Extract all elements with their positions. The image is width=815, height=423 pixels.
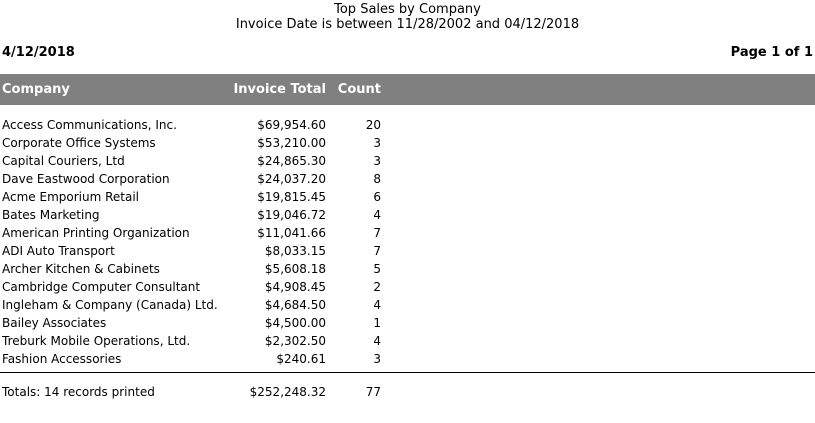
company-cell: Corporate Office Systems <box>2 136 156 150</box>
company-cell: American Printing Organization <box>2 226 190 240</box>
table-row <box>0 224 815 242</box>
run-date: 4/12/2018 <box>2 45 75 60</box>
column-header-bar <box>0 74 815 105</box>
count-cell: 20 <box>365 118 381 132</box>
company-cell: Dave Eastwood Corporation <box>2 172 170 186</box>
table-row <box>0 116 815 134</box>
table-row <box>0 134 815 152</box>
company-cell: Bates Marketing <box>2 208 100 222</box>
report-rows <box>0 116 815 368</box>
report-subtitle: Invoice Date is between 11/28/2002 and 04/12/2018 <box>235 17 580 32</box>
invoice-total-cell: $53,210.00 <box>257 136 326 150</box>
count-cell: 3 <box>373 352 381 366</box>
table-row <box>0 152 815 170</box>
company-cell: Bailey Associates <box>2 316 107 330</box>
count-cell: 2 <box>373 280 381 294</box>
table-row <box>0 242 815 260</box>
company-cell: Capital Couriers, Ltd <box>2 154 125 168</box>
company-cell: Fashion Accessories <box>2 352 122 366</box>
invoice-total-cell: $69,954.60 <box>257 118 326 132</box>
company-cell: Access Communications, Inc. <box>2 118 177 132</box>
table-row <box>0 332 815 350</box>
column-header-count: Count <box>337 82 381 97</box>
totals-count: 77 <box>365 385 381 399</box>
company-cell: Archer Kitchen & Cabinets <box>2 262 160 276</box>
invoice-total-cell: $5,608.18 <box>264 262 326 276</box>
invoice-total-cell: $2,302.50 <box>264 334 326 348</box>
invoice-total-cell: $24,865.30 <box>257 154 326 168</box>
company-cell: Treburk Mobile Operations, Ltd. <box>2 334 191 348</box>
count-cell: 4 <box>373 298 381 312</box>
table-row <box>0 170 815 188</box>
table-row <box>0 350 815 368</box>
report-title: Top Sales by Company <box>334 2 481 17</box>
invoice-total-cell: $4,684.50 <box>264 298 326 312</box>
count-cell: 4 <box>373 208 381 222</box>
invoice-total-cell: $4,908.45 <box>264 280 326 294</box>
table-row <box>0 296 815 314</box>
count-cell: 4 <box>373 334 381 348</box>
company-cell: Ingleham & Company (Canada) Ltd. <box>2 298 218 312</box>
table-row <box>0 188 815 206</box>
table-row <box>0 260 815 278</box>
count-cell: 3 <box>373 154 381 168</box>
invoice-total-cell: $240.61 <box>276 352 326 366</box>
table-row <box>0 206 815 224</box>
invoice-total-cell: $11,041.66 <box>257 226 326 240</box>
count-cell: 8 <box>373 172 381 186</box>
invoice-total-cell: $8,033.15 <box>264 244 326 258</box>
count-cell: 1 <box>373 316 381 330</box>
invoice-total-cell: $19,046.72 <box>257 208 326 222</box>
invoice-total-cell: $24,037.20 <box>257 172 326 186</box>
company-cell: ADI Auto Transport <box>2 244 115 258</box>
invoice-total-cell: $19,815.45 <box>257 190 326 204</box>
company-cell: Cambridge Computer Consultant <box>2 280 201 294</box>
totals-row <box>0 383 815 401</box>
page-number: Page 1 of 1 <box>730 45 813 60</box>
count-cell: 3 <box>373 136 381 150</box>
count-cell: 7 <box>373 226 381 240</box>
totals-invoice-total: $252,248.32 <box>249 385 326 399</box>
count-cell: 7 <box>373 244 381 258</box>
table-row <box>0 278 815 296</box>
totals-label: Totals: 14 records printed <box>2 385 155 399</box>
column-header-invoice-total: Invoice Total <box>233 82 326 97</box>
company-cell: Acme Emporium Retail <box>2 190 139 204</box>
count-cell: 5 <box>373 262 381 276</box>
column-header-company: Company <box>2 82 70 97</box>
table-row <box>0 314 815 332</box>
totals-divider <box>0 372 815 373</box>
count-cell: 6 <box>373 190 381 204</box>
invoice-total-cell: $4,500.00 <box>264 316 326 330</box>
